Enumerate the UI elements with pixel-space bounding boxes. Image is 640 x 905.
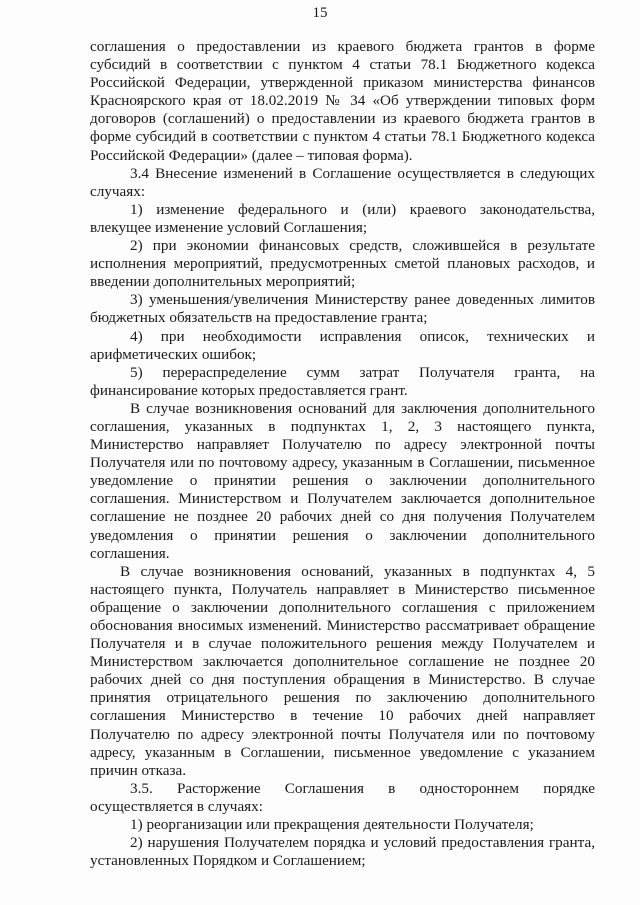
paragraph-3-4-item-3: 3) уменьшения/увеличения Министерству ранее доведенных лимитов бюджетных обязательств на предоставление гранта; — [90, 291, 595, 327]
paragraph-3-4-item-1: 1) изменение федерального и (или) краевого законодательства, влекущее изменение условий Соглашения; — [90, 200, 595, 236]
paragraph-3-4-item-5: 5) перераспределение сумм затрат Получателя гранта, на финансирование которых предоставляется грант. — [90, 363, 595, 399]
paragraph-3-4-item-2: 2) при экономии финансовых средств, сложившейся в результате исполнения мероприятий, предусмотренных сметой плановых расходов, и введении дополнительных мероприятий; — [90, 237, 595, 291]
paragraph-3-4-item-4: 4) при необходимости исправления описок, технических и арифметических ошибок; — [90, 327, 595, 363]
paragraph-additional-agreement-1-3: В случае возникновения оснований для заключения дополнительного соглашения, указанных в подпунктах 1, 2, 3 настоящего пункта, Министерство направляет Получателю по адресу электронной почты Получателя или по почтовому адресу, указанным в Соглашении, письменное уведомление о принятии решения о заключении дополнительного соглашения. Министерством и Получателем заключается дополнительное соглашение не позднее 20 рабочих дней со дня получения Получателем уведомления о принятии решения о заключении дополнительного соглашения. — [90, 399, 595, 562]
page-number: 15 — [312, 5, 328, 21]
paragraph-continuation: соглашения о предоставлении из краевого бюджета грантов в форме субсидий в соответствии с пунктом 4 статьи 78.1 Бюджетного кодекса Российской Федерации, утвержденной приказом министерства финансов Красноярского края от 18.02.2019 № 34 «Об утверждении типовых форм договоров (соглашений) о предоставлении из краевого бюджета грантов в форме субсидий в соответствии с пунктом 4 статьи 78.1 Бюджетного кодекса Российской Федерации» (далее – типовая форма). — [90, 38, 595, 164]
paragraph-3-4-heading: 3.4 Внесение изменений в Соглашение осуществляется в следующих случаях: — [90, 164, 595, 200]
paragraph-additional-agreement-4-5: В случае возникновения оснований, указанных в подпунктах 4, 5 настоящего пункта, Получатель направляет в Министерство письменное обращение о заключении дополнительного соглашения с приложением обоснования вносимых изменений. Министерство рассматривает обращение Получателя и в случае положительного решения между Получателем и Министерством заключается дополнительное соглашение не позднее 20 рабочих дней со дня поступления обращения в Министерство. В случае принятия отрицательного решения по заключению дополнительного соглашения Министерство в течение 10 рабочих дней направляет Получателю по адресу электронной почты Получателя или по почтовому адресу, указанным в Соглашении, письменное уведомление с указанием причин отказа. — [90, 562, 595, 779]
paragraph-3-5-item-1: 1) реорганизации или прекращения деятельности Получателя; — [130, 816, 534, 834]
paragraph-3-5-heading: 3.5. Расторжение Соглашения в одностороннем порядке осуществляется в случаях: — [90, 779, 595, 815]
paragraph-3-5-item-2: 2) нарушения Получателем порядка и условий предоставления гранта, установленных Порядком и Соглашением; — [90, 834, 595, 870]
